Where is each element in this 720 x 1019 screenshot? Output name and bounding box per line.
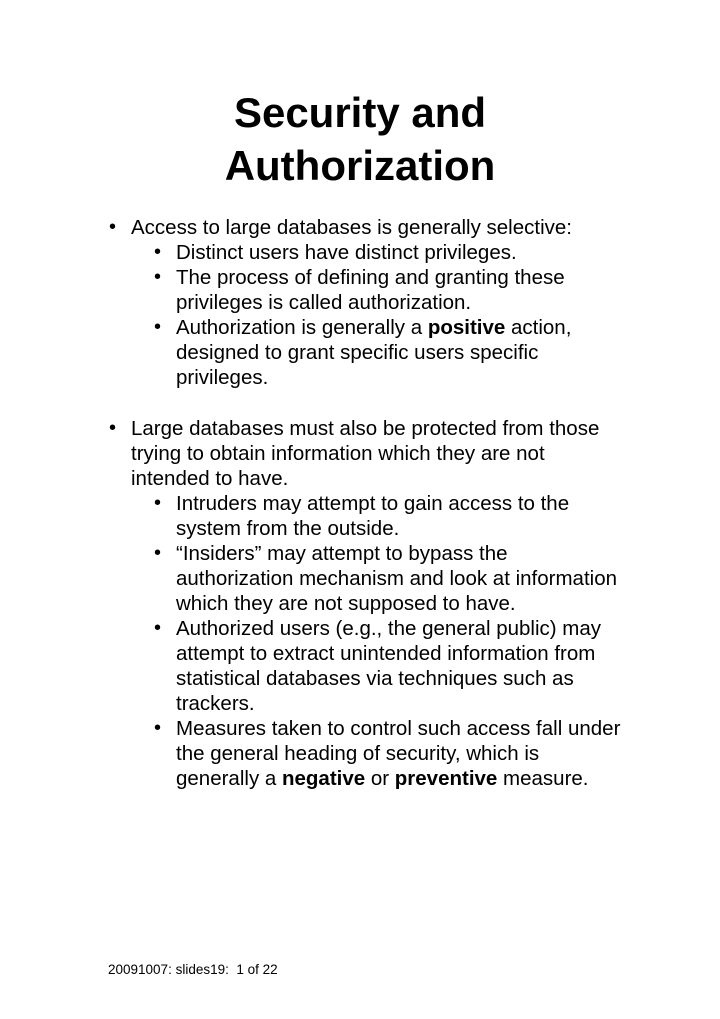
page-footer: 20091007: slides19: 1 of 22 bbox=[108, 962, 278, 977]
emphasis-negative: negative bbox=[281, 767, 366, 790]
sub-bullet-intruders bbox=[152, 491, 627, 541]
bullet-protect-databases bbox=[107, 416, 627, 791]
spacer bbox=[107, 390, 627, 416]
sub-bullet-text-pre: Measures taken to control such access fall under the general heading of security, which is generally a bbox=[176, 717, 621, 790]
sub-bullet-text-pre: Authorization is generally a bbox=[176, 316, 428, 339]
sub-bullet-text-post: measure. bbox=[497, 767, 589, 790]
sub-bullet-text-post: action, designed to grant specific users specific privileges. bbox=[176, 316, 572, 389]
title-line-2: Authorization bbox=[224, 142, 496, 189]
sub-bullet-text: The process of defining and granting these privileges is called authorization. bbox=[176, 266, 565, 314]
title-line-1: Security and bbox=[233, 89, 487, 136]
sub-bullet-text: “Insiders” may attempt to bypass the authorization mechanism and look at information which they are not supposed to have. bbox=[176, 542, 617, 615]
sub-bullet-security-measures bbox=[152, 716, 627, 791]
sub-bullet-authorization-process bbox=[152, 265, 627, 315]
sub-bullet-text: Authorized users (e.g., the general public) may attempt to extract unintended information from statistical databases via techniques such as trackers. bbox=[176, 617, 602, 715]
slide-content bbox=[107, 215, 627, 791]
bullet-text: • Large databases must also be protected from those trying to obtain information which they are not intended to have. bbox=[131, 417, 600, 490]
sub-bullet-insiders bbox=[152, 541, 627, 616]
emphasis-positive: positive bbox=[427, 316, 506, 339]
sub-bullet-text: Intruders may attempt to gain access to the system from the outside. bbox=[176, 492, 570, 540]
page-title bbox=[0, 86, 720, 192]
sub-bullet-distinct-privileges bbox=[152, 240, 627, 265]
sub-bullet-text-mid: or bbox=[365, 767, 395, 790]
bullet-access-selective bbox=[107, 215, 627, 390]
sub-bullet-positive-action bbox=[152, 315, 627, 390]
sub-bullet-authorized-users bbox=[152, 616, 627, 716]
sub-bullet-text: Distinct users have distinct privileges. bbox=[176, 241, 517, 264]
bullet-text: • Access to large databases is generally selective: bbox=[131, 216, 572, 239]
emphasis-preventive: preventive bbox=[394, 767, 498, 790]
